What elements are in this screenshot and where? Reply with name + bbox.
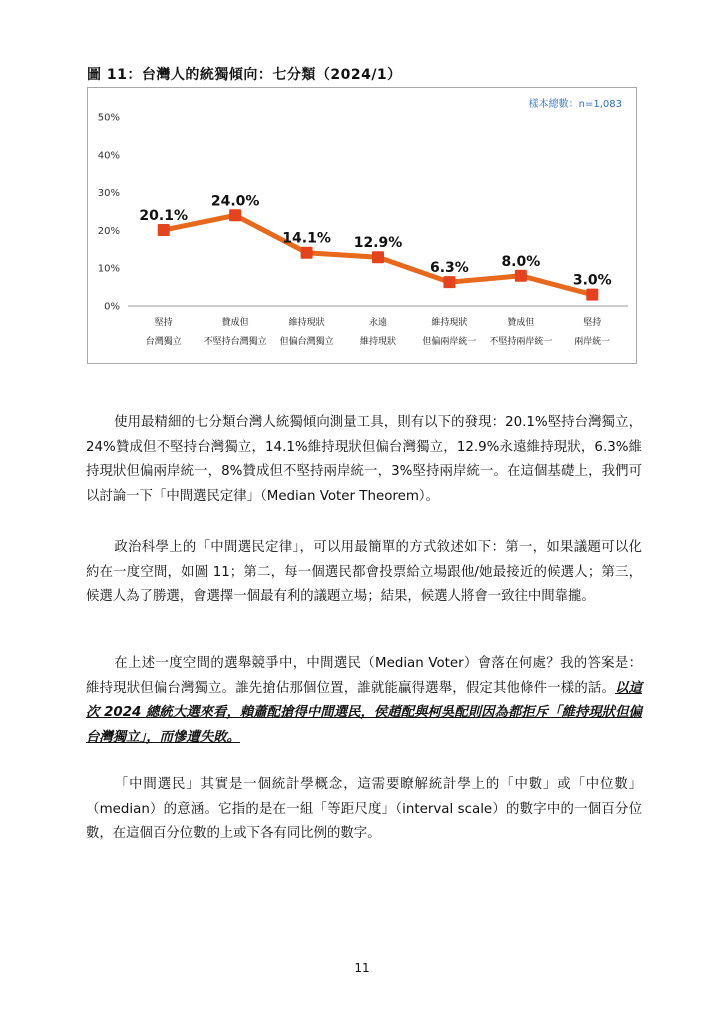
figure-title: 圖 11：台灣人的統獨傾向：七分類（2024/1） [87, 67, 402, 83]
y-tick-label: 0% [104, 301, 120, 313]
paragraph-median-voter-theorem [86, 536, 642, 610]
x-tick-label: 維持現狀 [288, 318, 325, 328]
x-tick-label: 維持現狀 [431, 318, 468, 328]
x-tick-label: 堅持 [583, 318, 602, 328]
y-tick-label: 40% [97, 150, 120, 162]
data-point-marker [443, 276, 455, 288]
paragraph-findings-text: 使用最精細的七分類台灣人統獨傾向測量工具，則有以下的發現：20.1%堅持台灣獨立，24%贊成但不堅持台灣獨立，14.1%維持現狀但偏台灣獨立，12.9%永遠維持現狀，6.3%維持現狀但偏兩岸統一，8%贊成但不堅持兩岸統一，3%堅持兩岸統一。在這個基礎上，我們可以討論一下「中間選民定律」（Median Voter Theorem）。 [86, 415, 642, 504]
x-tick-label: 維持現狀 [359, 337, 397, 347]
data-label: 24.0% [210, 193, 260, 210]
x-tick-label: 兩岸統一 [574, 337, 611, 347]
x-tick-label: 贊成但 [221, 318, 249, 328]
x-tick-label: 永遠 [368, 318, 388, 328]
data-point-marker [301, 247, 313, 259]
paragraph-findings [86, 411, 642, 509]
paragraph-theorem-text: 政治科學上的「中間選民定律」，可以用最簡單的方式敘述如下：第一，如果議題可以化約在一度空間，如圖 11；第二，每一個選民都會投票給立場跟他/她最接近的候選人；第三，候選人為了勝選，會選擇一個最有利的議題立場；結果，候選人將會一致往中間靠攏。 [86, 540, 642, 604]
y-tick-label: 50% [97, 112, 120, 124]
paragraph-median-voter-position [86, 652, 642, 750]
data-point-marker [586, 289, 598, 301]
paragraph-median-text: 「中間選民」其實是一個統計學概念，這需要瞭解統計學上的「中數」或「中位數」（median）的意涵。它指的是在一組「等距尺度」（interval scale）的數字中的一個百分位數，在這個百分位數的上或下各有同比例的數字。 [86, 777, 642, 841]
data-label: 3.0% [572, 272, 612, 289]
page-number: 11 [354, 961, 370, 975]
data-point-marker [158, 224, 170, 236]
y-tick-label: 20% [97, 225, 120, 237]
y-tick-label: 10% [97, 263, 120, 275]
x-tick-label: 贊成但 [507, 318, 535, 328]
y-tick-label: 30% [97, 188, 120, 200]
data-point-marker [515, 270, 527, 282]
paragraph-median-concept [86, 773, 642, 847]
data-point-marker [229, 209, 241, 221]
emphasized-election-statement: 以這次 2024 總統大選來看，賴蕭配搶得中間選民，侯趙配與柯吳配則因為都拒斥「維持現狀但偏台灣獨立」，而慘遭失敗。 [86, 680, 643, 745]
data-point-marker [372, 251, 384, 263]
x-tick-label: 堅持 [154, 318, 173, 328]
x-tick-label: 但偏台灣獨立 [279, 337, 334, 347]
data-label: 6.3% [430, 260, 469, 277]
line-chart [87, 87, 637, 364]
data-label: 20.1% [139, 208, 189, 225]
x-tick-label: 不堅持台灣獨立 [203, 337, 267, 347]
x-tick-label: 台灣獨立 [145, 337, 182, 347]
paragraph-position-text: 在上述一度空間的選舉競爭中，中間選民（Median Voter）會落在何處？我的答案是：維持現狀但偏台灣獨立。誰先搶佔那個位置，誰就能贏得選舉，假定其他條件一樣的話。 [86, 656, 642, 696]
data-label: 14.1% [282, 230, 331, 247]
data-label: 8.0% [501, 253, 541, 270]
data-label: 12.9% [353, 235, 403, 252]
x-tick-label: 但偏兩岸統一 [422, 337, 477, 347]
chart-canvas [88, 88, 638, 365]
x-tick-label: 不堅持兩岸統一 [489, 337, 553, 347]
sample-size-note: 樣本總數：n=1,083 [528, 99, 622, 110]
